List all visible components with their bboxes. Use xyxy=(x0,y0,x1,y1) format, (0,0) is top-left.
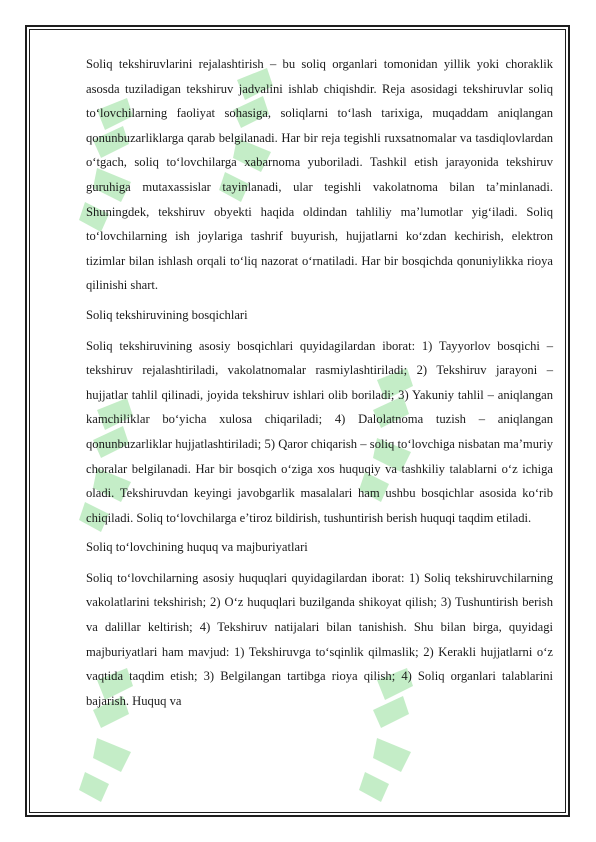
paragraph-stages: Soliq tekshiruvining asosiy bosqichlari quyidagilardan iborat: 1) Tayyorlov bosqichi – tekshiruv rejalashtiriladi, vakolatnomalar rasmiylashtiriladi; 2) Tekshiruv jarayoni – hujjatlar tahlil qilinadi, joyida tekshiruv ishlari olib boriladi; 3) Yakuniy tahlil – aniqlangan kamchiliklar bo‘yicha xulosa chiqariladi; 4) Dalolatnoma tuzish – aniqlangan qonunbuzarliklar hujjatlashtiriladi; 5) Qaror chiqarish – soliq to‘lovchiga nisbatan ma’muriy choralar belgilanadi. Har bir bosqich o‘ziga xos huquqiy va tashkiliy talablarni o‘z ichiga oladi. Tekshiruvdan keyingi javobgarlik masalalari ham ushbu bosqichlar asosida ko‘rib chiqiladi. Soliq to‘lovchilarga e’tiroz bildirish, tushuntirish berish huquqi taqdim etiladi. xyxy=(86,338,553,525)
document-body xyxy=(86,52,553,718)
paragraph-planning: Soliq tekshiruvlarini rejalashtirish – bu soliq organlari tomonidan yillik yoki choraklik asosda tuziladigan tekshiruv jadvalini ishlab chiqishdir. Reja asosidagi tekshiruvlar soliq to‘lovchilarning faoliyat sohasiga, soliqlarni to‘lash tarixiga, muqaddam aniqlangan qonunbuzarliklarga qarab belgilanadi. Har bir reja tegishli ruxsatnomalar va tasdiqlovlardan o‘tgach, soliq to‘lovchilarga xabarnoma yuboriladi. Tashkil etish jarayonida tekshiruv guruhiga mutaxassislar tayinlanadi, ular tegishli vakolatnoma bilan ta’minlanadi. Shuningdek, tekshiruv obyekti haqida oldindan tahliliy ma’lumotlar yig‘iladi. Soliq to‘lovchilarning ish joylariga tashrif buyurish, hujjatlarni ko‘zdan kechirish, elektron tizimlar bilan ishlash orqali to‘liq nazorat o‘rnatiladi. Har bir bosqichda qonuniylikka rioya qilinishi shart. xyxy=(86,57,553,293)
paragraph-rights: Soliq to‘lovchilarning asosiy huquqlari quyidagilardan iborat: 1) Soliq tekshiruvchilarning vakolatlarini tekshirish; 2) O‘z huquqlari buzilganda shikoyat qilish; 3) Tushuntirish berish va dalillar keltirish; 4) Tekshiruv natijalari bilan tanishish. Shu bilan birga, quyidagi majburiyatlari ham mavjud: 1) Tekshiruvga to‘sqinlik qilmaslik; 2) Kerakli hujjatlarni o‘z vaqtida taqdim etish; 3) Belgilangan tartibga rioya qilish; 4) Soliq organlari talablarini bajarish. Huquq va xyxy=(86,570,553,708)
section-heading-stages: Soliq tekshiruvining bosqichlari xyxy=(86,307,248,322)
section-heading-rights: Soliq to‘lovchining huquq va majburiyatlari xyxy=(86,540,308,555)
